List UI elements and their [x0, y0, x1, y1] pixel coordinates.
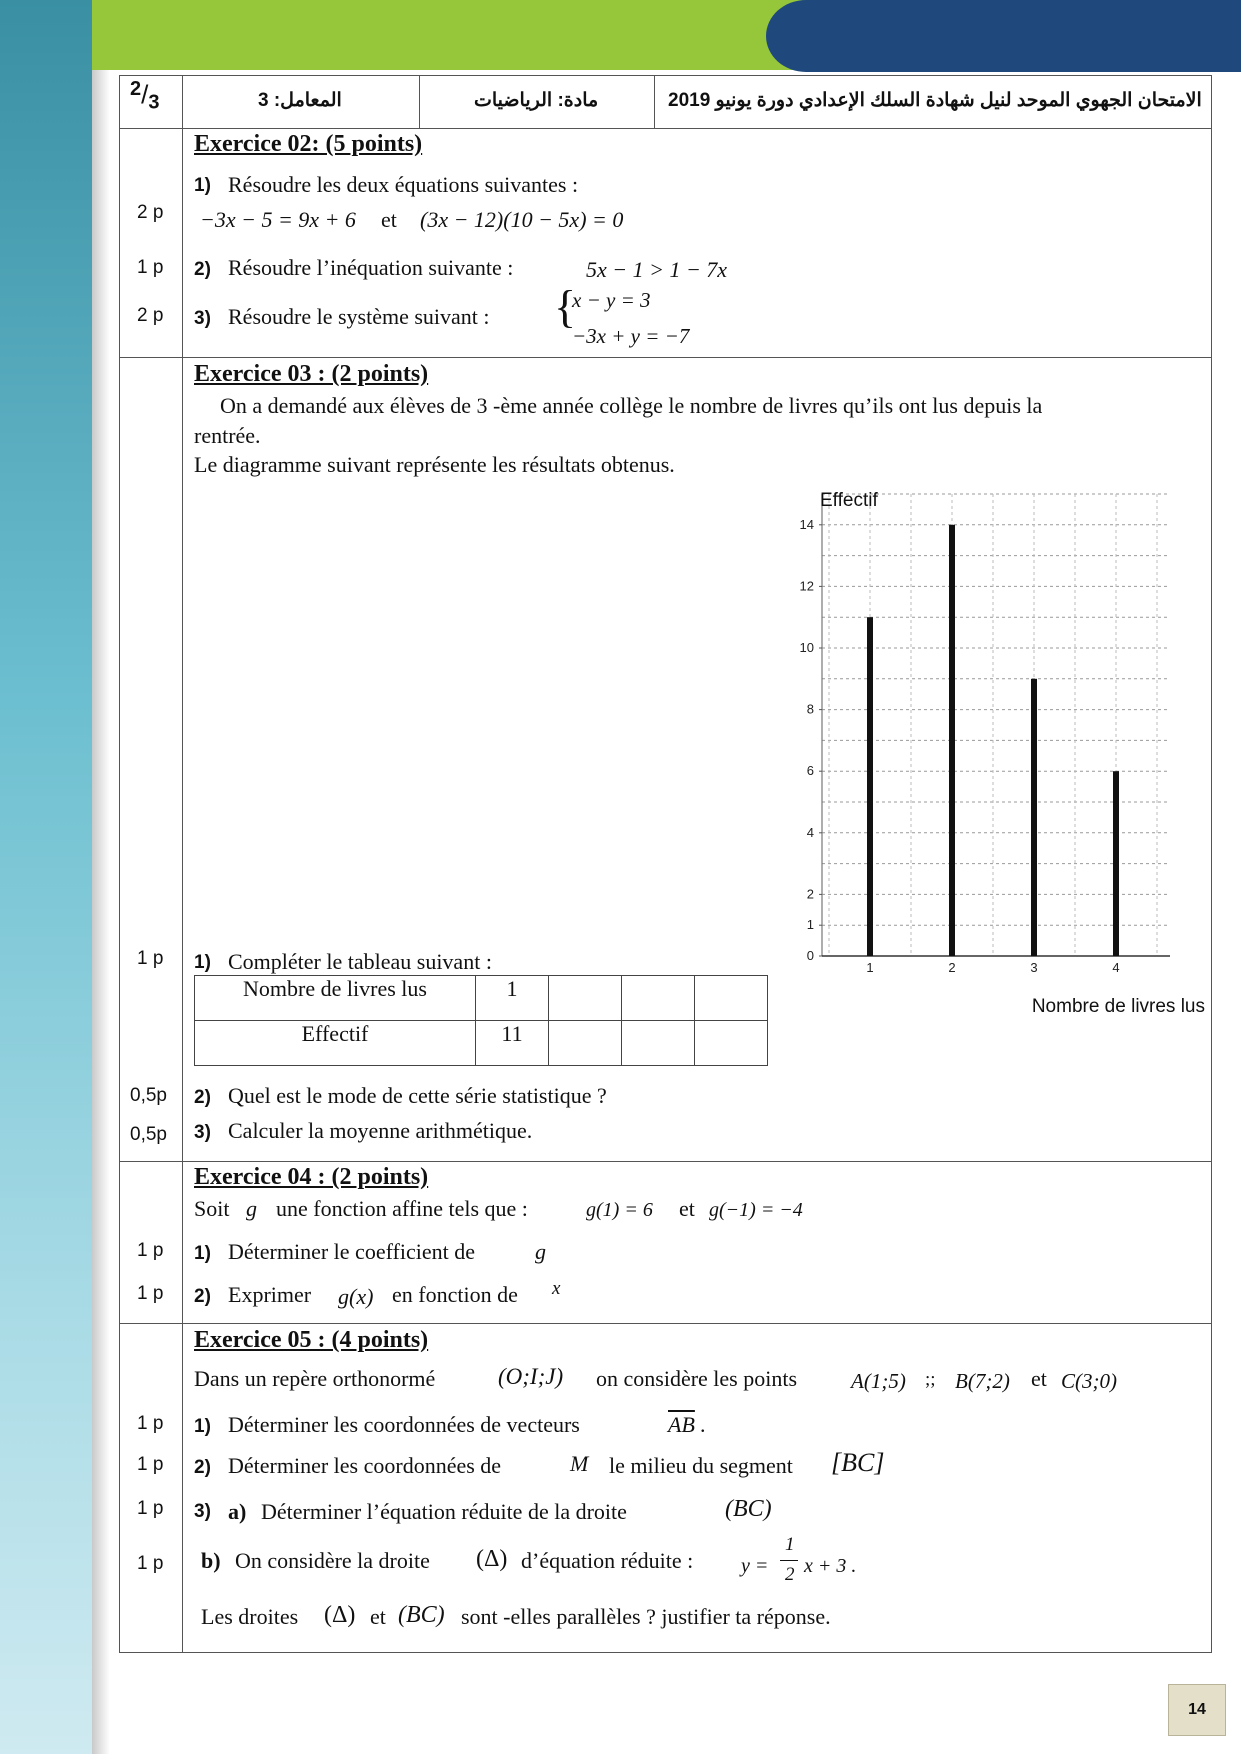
ex5-title: Exercice 05 : (4 points) [194, 1327, 429, 1353]
chart-bar-3 [1031, 679, 1037, 956]
chart-bar-4 [1113, 771, 1119, 956]
ex2-q1-text: Résoudre les deux équations suivantes : [228, 172, 579, 197]
ex3-q3-points: 0,5p [130, 1124, 167, 1145]
ex2-q3-equation-1: x − y = 3 [572, 288, 651, 312]
ex4-q2-text: Exprimer [228, 1282, 312, 1307]
ex5-q3c-et: et [370, 1604, 386, 1629]
ex4-intro-a: Soit [194, 1196, 230, 1221]
ex5-q3-number: 3) [194, 1501, 211, 1522]
table-row [195, 976, 768, 1021]
table-row [195, 1021, 768, 1066]
ex5-q3b-text: On considère la droite [235, 1548, 430, 1573]
ex3-divider [119, 1161, 1212, 1162]
chart-bar-2 [949, 525, 955, 956]
ex2-q3-text: Résoudre le système suivant : [228, 304, 490, 329]
ex5-q3a-text: Déterminer l’équation réduite de la droite [261, 1499, 627, 1524]
ex5-intro2: on considère les points [596, 1366, 798, 1391]
ex5-y-equals: y = [741, 1555, 769, 1577]
ex3-intro-line-1: On a demandé aux élèves de 3 -ème année collège le nombre de livres qu’ils ont lus depuis la [220, 393, 1043, 418]
ex2-q1-equation-2: (3x − 12)(10 − 5x) = 0 [420, 207, 624, 232]
ex2-q2-text: Résoudre l’inéquation suivante : [228, 255, 514, 280]
coefficient-label: المعامل: 3 [258, 90, 342, 111]
ex5-intro: Dans un repère orthonormé [194, 1366, 436, 1391]
chart-x-tick-label: 1 [866, 960, 874, 975]
ex2-q1-equation-1: −3x − 5 = 9x + 6 [200, 207, 356, 232]
system-brace: { [554, 281, 577, 332]
page-fraction: $^2/_3$ [130, 78, 160, 114]
table-cell-label: Nombre de livres lus [195, 976, 476, 1021]
ex5-q3b-text2: d’équation réduite : [521, 1548, 694, 1573]
chart-y-tick-label: 6 [806, 763, 814, 779]
frequency-table [194, 975, 768, 1066]
ex2-q3-points: 2 p [137, 305, 164, 326]
points-column-divider [182, 75, 183, 1653]
table-cell-empty[interactable] [549, 1021, 622, 1066]
header-col-divider-1 [419, 75, 420, 128]
exam-title: الامتحان الجهوي الموحد لنيل شهادة السلك الإعدادي دورة يونيو 2019 [668, 90, 1202, 111]
ex5-q2-points: 1 p [137, 1454, 164, 1475]
ex4-q2-x: x [552, 1278, 561, 1299]
ex4-q2-points: 1 p [137, 1283, 164, 1304]
chart-x-tick-label: 3 [1030, 960, 1038, 975]
ex5-point-a: A(1;5) [851, 1369, 906, 1393]
chart-y-tick-label: 1 [806, 917, 814, 933]
fraction-bar [780, 1560, 798, 1561]
ex5-q3b-letter: b) [201, 1548, 221, 1573]
ex4-and: et [679, 1196, 695, 1221]
ex3-q2-points: 0,5p [130, 1085, 167, 1106]
ex4-q2-text2: en fonction de [392, 1282, 518, 1307]
bar-chart [780, 480, 1220, 1020]
header-divider [119, 128, 1212, 129]
ex5-equation-rest: x + 3 . [804, 1555, 857, 1577]
ex5-delta: (Δ) [476, 1546, 508, 1572]
ex4-q1-text: Déterminer le coefficient de [228, 1239, 475, 1264]
ex5-and: et [1031, 1366, 1047, 1391]
chart-x-tick-label: 2 [948, 960, 956, 975]
ex2-q2-inequation: 5x − 1 > 1 − 7x [586, 257, 728, 282]
ex5-segment-bc: [BC] [831, 1448, 885, 1477]
chart-x-tick-label: 4 [1112, 960, 1120, 975]
ex4-condition-1: g(1) = 6 [586, 1199, 653, 1221]
ex2-q1-and: et [381, 207, 397, 232]
table-cell-empty[interactable] [695, 976, 768, 1021]
ex5-q3c-text1: Les droites [201, 1604, 299, 1629]
table-cell-empty[interactable] [622, 976, 695, 1021]
ex2-q1-number: 1) [194, 175, 211, 196]
chart-x-axis-label: Nombre de livres lus [1031, 996, 1205, 1017]
ex5-q3a-points: 1 p [137, 1498, 164, 1519]
ex5-point-c: C(3;0) [1061, 1369, 1117, 1393]
ex5-q3c-text2: sont -elles parallèles ? justifier ta réponse. [461, 1604, 831, 1629]
chart-y-tick-label: 0 [806, 948, 814, 963]
ex5-repere: (O;I;J) [498, 1364, 564, 1389]
ex3-q2-text: Quel est le mode de cette série statistique ? [228, 1083, 607, 1108]
ex3-q2-number: 2) [194, 1087, 211, 1108]
ex5-q2-text: Déterminer les coordonnées de [228, 1453, 502, 1478]
ex5-q1-dot: . [700, 1412, 706, 1437]
ex5-vector-ab: $\overline{AB}$ [668, 1412, 695, 1437]
ex3-intro-line-2: rentrée. [194, 423, 261, 448]
ex4-q1-points: 1 p [137, 1240, 164, 1261]
table-cell-empty[interactable] [549, 976, 622, 1021]
ex4-q2-gx: g(x) [338, 1284, 374, 1309]
ex3-q3-number: 3) [194, 1122, 211, 1143]
ex5-point-m: M [570, 1451, 589, 1476]
chart-y-ticks [800, 517, 822, 963]
chart-y-tick-label: 14 [799, 516, 814, 532]
ex3-q3-text: Calculer la moyenne arithmétique. [228, 1118, 533, 1143]
table-cell-value: 11 [476, 1021, 549, 1066]
table-cell-empty[interactable] [622, 1021, 695, 1066]
ex3-q1-text: Compléter le tableau suivant : [228, 949, 492, 974]
ex5-q2-number: 2) [194, 1457, 211, 1478]
chart-y-tick-label: 8 [806, 701, 814, 717]
ex5-q3b-points: 1 p [137, 1553, 164, 1574]
ex5-point-b: B(7;2) [955, 1369, 1010, 1393]
ex4-title: Exercice 04 : (2 points) [194, 1164, 429, 1190]
ex3-q1-number: 1) [194, 952, 211, 973]
ex4-q1-number: 1) [194, 1243, 211, 1264]
table-cell-value: 1 [476, 976, 549, 1021]
ex5-q1-number: 1) [194, 1416, 211, 1437]
chart-bar-1 [867, 617, 873, 956]
ex2-title: Exercice 02: (5 points) [194, 131, 423, 157]
ex3-title: Exercice 03 : (2 points) [194, 361, 429, 387]
ex5-line-bc: (BC) [725, 1496, 772, 1522]
chart-y-tick-label: 12 [799, 578, 814, 594]
ex5-separator: ;; [925, 1369, 936, 1390]
ex2-q1-points: 2 p [137, 202, 164, 223]
ex5-fraction-numerator: 1 [785, 1534, 795, 1555]
top-blue-banner [766, 0, 1241, 72]
chart-y-tick-label: 4 [806, 824, 814, 840]
page-number: 14 [1168, 1684, 1226, 1736]
ex4-condition-2: g(−1) = −4 [709, 1199, 803, 1221]
ex5-q3a-letter: a) [228, 1499, 247, 1524]
ex4-divider [119, 1323, 1212, 1324]
ex2-divider [119, 357, 1212, 358]
ex4-q2-number: 2) [194, 1286, 211, 1307]
subject-label: مادة: الرياضيات [474, 90, 599, 111]
ex5-fraction-denominator: 2 [785, 1564, 795, 1585]
ex4-intro-b: une fonction affine tels que : [276, 1196, 528, 1221]
table-cell-empty[interactable] [695, 1021, 768, 1066]
sidebar-shadow [92, 0, 110, 1754]
left-sidebar-band [0, 0, 92, 1754]
table-cell-label: Effectif [195, 1021, 476, 1066]
ex2-q3-number: 3) [194, 308, 211, 329]
ex2-q2-number: 2) [194, 259, 211, 280]
ex5-q1-points: 1 p [137, 1413, 164, 1434]
ex5-q2-text2: le milieu du segment [609, 1453, 793, 1478]
chart-y-axis-label: Effectif [820, 490, 878, 511]
ex4-intro-g: g [246, 1196, 257, 1221]
ex5-q3c-bc: (BC) [398, 1602, 445, 1628]
ex2-q2-points: 1 p [137, 257, 164, 278]
header-col-divider-2 [654, 75, 655, 128]
ex2-q3-equation-2: −3x + y = −7 [572, 324, 690, 348]
chart-x-ticks [866, 960, 1119, 975]
ex5-q1-text: Déterminer les coordonnées de vecteurs [228, 1412, 580, 1437]
ex3-intro-line-3: Le diagramme suivant représente les résultats obtenus. [194, 452, 675, 477]
chart-y-tick-label: 2 [806, 886, 814, 902]
ex5-q3c-delta: (Δ) [324, 1602, 356, 1628]
ex3-q1-points: 1 p [137, 948, 164, 969]
ex4-q1-g: g [535, 1239, 546, 1264]
chart-y-tick-label: 10 [799, 640, 814, 655]
